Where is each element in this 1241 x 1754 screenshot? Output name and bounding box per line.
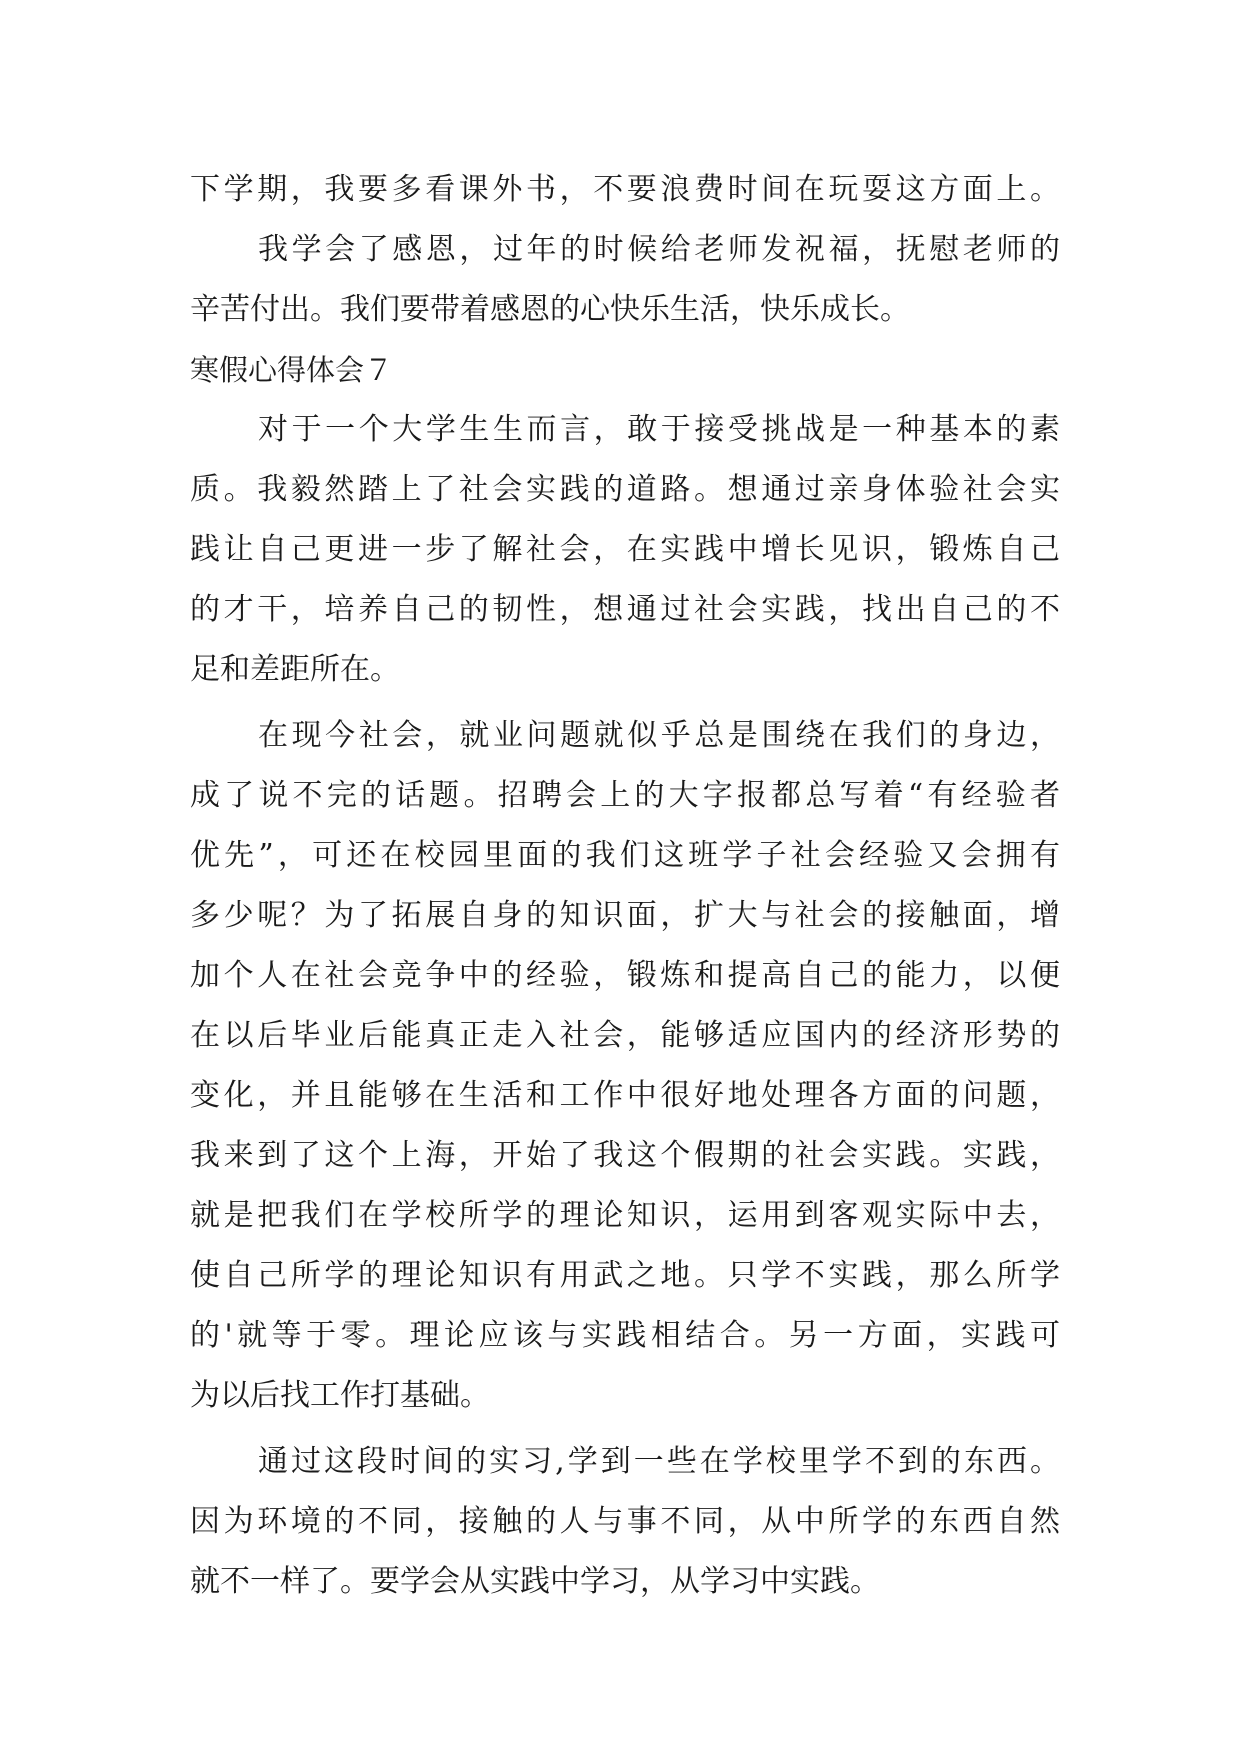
section-heading [190, 340, 1060, 400]
text-line: 践让自己更进一步了解社会，在实践中增长见识，锻炼自己 [190, 532, 1060, 567]
text-line: 变化，并且能够在生活和工作中很好地处理各方面的问题， [190, 1078, 1060, 1113]
text-line: 因为环境的不同，接触的人与事不同，从中所学的东西自然 [190, 1504, 1060, 1539]
document-body [190, 160, 1060, 1612]
text-line: 加个人在社会竞争中的经验，锻炼和提高自己的能力，以便 [190, 958, 1060, 993]
text-line: 成了说不完的话题。招聘会上的大字报都总写着“有经验者 [190, 778, 1060, 813]
text-line: 在以后毕业后能真正走入社会，能够适应国内的经济形势的 [190, 1018, 1060, 1053]
text-line: 多少呢？为了拓展自身的知识面，扩大与社会的接触面，增 [190, 898, 1060, 933]
paragraph [190, 706, 1060, 1426]
text-line: 使自己所学的理论知识有用武之地。只学不实践，那么所学 [190, 1258, 1060, 1293]
text-line: 在现今社会，就业问题就似乎总是围绕在我们的身边， [258, 718, 1060, 753]
paragraph [190, 400, 1060, 700]
text-line: 辛苦付出。我们要带着感恩的心快乐生活，快乐成长。 [190, 292, 910, 327]
text-line: 就是把我们在学校所学的理论知识，运用到客观实际中去， [190, 1198, 1060, 1233]
text-line: 对于一个大学生生而言，敢于接受挑战是一种基本的素 [258, 412, 1060, 447]
text-line: 我来到了这个上海，开始了我这个假期的社会实践。实践， [190, 1138, 1060, 1173]
text-line: 下学期，我要多看课外书，不要浪费时间在玩耍这方面上。 [190, 172, 1060, 207]
text-line: 优先”，可还在校园里面的我们这班学子社会经验又会拥有 [190, 838, 1060, 873]
text-line: 的'就等于零。理论应该与实践相结合。另一方面，实践可 [190, 1318, 1060, 1353]
text-line: 为以后找工作打基础。 [190, 1378, 490, 1413]
text-line: 的才干，培养自己的韧性，想通过社会实践，找出自己的不 [190, 592, 1060, 627]
paragraph [190, 220, 1060, 340]
section-heading-text: 寒假心得体会７ [190, 353, 394, 387]
paragraph [190, 1432, 1060, 1612]
text-line: 质。我毅然踏上了社会实践的道路。想通过亲身体验社会实 [190, 472, 1060, 507]
text-line: 就不一样了。要学会从实践中学习，从学习中实践。 [190, 1564, 880, 1599]
text-line: 通过这段时间的实习,学到一些在学校里学不到的东西。 [258, 1444, 1060, 1479]
text-line: 我学会了感恩，过年的时候给老师发祝福，抚慰老师的 [258, 232, 1060, 267]
text-line: 足和差距所在。 [190, 652, 400, 687]
paragraph [190, 160, 1060, 220]
